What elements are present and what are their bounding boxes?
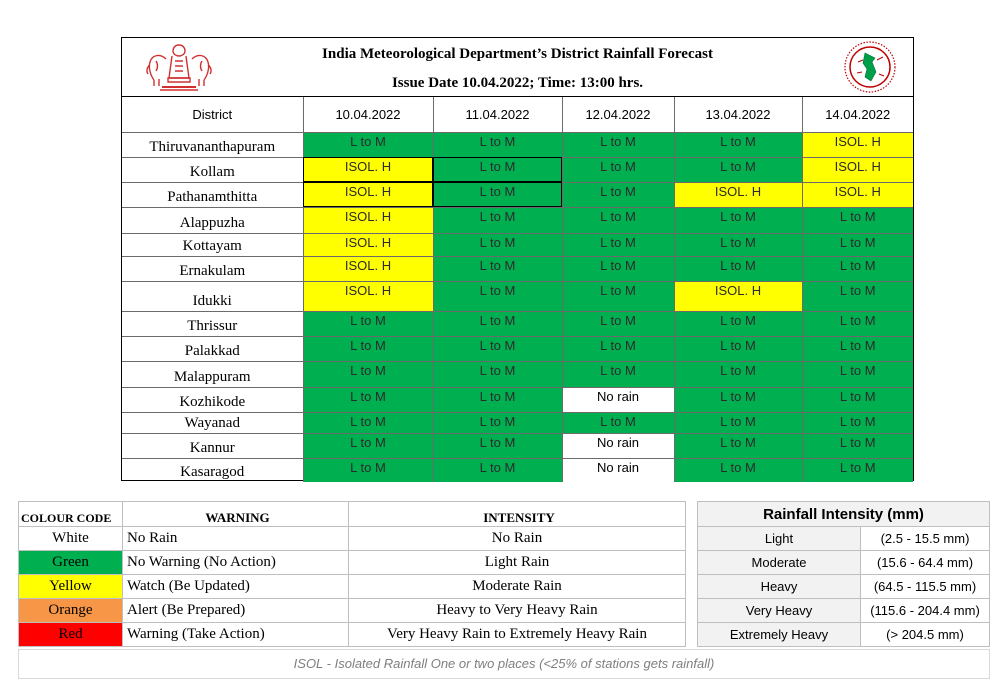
intensity-range: (2.5 - 15.5 mm) [861, 527, 990, 551]
colour-swatch: Yellow [19, 575, 123, 599]
forecast-cell: L to M [802, 281, 913, 311]
intensity-range: (64.5 - 115.5 mm) [861, 575, 990, 599]
forecast-cell: L to M [562, 412, 674, 433]
forecast-cell: ISOL. H [674, 281, 802, 311]
legend-body [19, 527, 686, 647]
forecast-cell: L to M [433, 433, 562, 458]
intensity-range: (> 204.5 mm) [861, 623, 990, 647]
intensity-label: Moderate [698, 551, 861, 575]
district-name: Pathanamthitta [122, 182, 303, 207]
forecast-header-row [122, 97, 913, 132]
district-row [122, 361, 913, 387]
intensity-text: Light Rain [349, 551, 686, 575]
district-name: Malappuram [122, 361, 303, 387]
forecast-cell: L to M [433, 336, 562, 361]
forecast-cell: L to M [303, 311, 433, 336]
forecast-cell: L to M [433, 207, 562, 233]
warning-text: Alert (Be Prepared) [123, 599, 349, 623]
forecast-cell: L to M [433, 361, 562, 387]
warning-text: No Warning (No Action) [123, 551, 349, 575]
district-name: Thiruvananthapuram [122, 132, 303, 157]
forecast-cell: L to M [433, 387, 562, 412]
warning-text: Warning (Take Action) [123, 623, 349, 647]
forecast-cell: L to M [562, 336, 674, 361]
forecast-cell: L to M [674, 336, 802, 361]
forecast-cell: ISOL. H [303, 207, 433, 233]
forecast-cell: No rain [562, 458, 674, 482]
district-name: Kollam [122, 157, 303, 182]
legend-row [19, 623, 686, 647]
forecast-cell: L to M [674, 433, 802, 458]
district-name: Thrissur [122, 311, 303, 336]
colour-code-header: COLOUR CODE [19, 502, 123, 527]
forecast-cell: L to M [674, 387, 802, 412]
district-row [122, 281, 913, 311]
legend-row [19, 527, 686, 551]
district-row [122, 157, 913, 182]
forecast-cell: ISOL. H [802, 157, 913, 182]
forecast-cell: L to M [303, 387, 433, 412]
forecast-cell: L to M [433, 256, 562, 281]
forecast-cell: L to M [674, 412, 802, 433]
forecast-cell: L to M [303, 458, 433, 482]
date-column-header: 10.04.2022 [303, 97, 433, 132]
forecast-cell: ISOL. H [303, 281, 433, 311]
intensity-label: Extremely Heavy [698, 623, 861, 647]
intensity-label: Heavy [698, 575, 861, 599]
district-name: Wayanad [122, 412, 303, 433]
forecast-cell: L to M [674, 132, 802, 157]
colour-swatch: White [19, 527, 123, 551]
rainfall-intensity-row [698, 527, 990, 551]
legend-row [19, 551, 686, 575]
forecast-cell: L to M [433, 132, 562, 157]
district-column-header: District [122, 97, 303, 132]
rainfall-intensity-table [697, 501, 990, 647]
date-column-header: 11.04.2022 [433, 97, 562, 132]
forecast-cell: No rain [562, 387, 674, 412]
legend-row [19, 599, 686, 623]
district-row [122, 458, 913, 482]
forecast-cell: L to M [802, 361, 913, 387]
forecast-cell: ISOL. H [303, 182, 433, 207]
rainfall-intensity-header-row [698, 502, 990, 527]
district-row [122, 336, 913, 361]
issue-date: Issue Date 10.04.2022; Time: 13:00 hrs. [391, 75, 644, 91]
forecast-cell: L to M [674, 207, 802, 233]
district-row [122, 132, 913, 157]
forecast-cell: L to M [433, 182, 562, 207]
forecast-cell: L to M [674, 157, 802, 182]
forecast-cell: L to M [433, 157, 562, 182]
forecast-cell: L to M [303, 132, 433, 157]
warning-header: WARNING [123, 502, 349, 527]
forecast-cell: L to M [802, 336, 913, 361]
warning-text: Watch (Be Updated) [123, 575, 349, 599]
legend-header-row [19, 502, 686, 527]
forecast-cell: L to M [802, 433, 913, 458]
forecast-cell: L to M [562, 207, 674, 233]
rainfall-intensity-title: Rainfall Intensity (mm) [698, 502, 990, 527]
district-name: Kasaragod [122, 458, 303, 482]
forecast-cell: L to M [674, 256, 802, 281]
district-name: Palakkad [122, 336, 303, 361]
isol-footnote: ISOL - Isolated Rainfall One or two places (<25% of stations gets rainfall) [18, 649, 990, 679]
forecast-cell: No rain [562, 433, 674, 458]
district-row [122, 182, 913, 207]
forecast-cell: L to M [802, 412, 913, 433]
colour-code-legend [18, 501, 686, 647]
colour-swatch: Red [19, 623, 123, 647]
forecast-cell: L to M [802, 207, 913, 233]
forecast-cell: L to M [433, 458, 562, 482]
district-row [122, 412, 913, 433]
rainfall-intensity-row [698, 575, 990, 599]
forecast-cell: L to M [562, 311, 674, 336]
intensity-label: Light [698, 527, 861, 551]
district-row [122, 233, 913, 256]
forecast-cell: L to M [562, 132, 674, 157]
forecast-cell: L to M [433, 233, 562, 256]
rainfall-intensity-row [698, 599, 990, 623]
forecast-cell: L to M [802, 387, 913, 412]
forecast-cell: L to M [674, 233, 802, 256]
forecast-cell: L to M [802, 458, 913, 482]
forecast-cell: L to M [802, 311, 913, 336]
forecast-header [122, 38, 913, 97]
forecast-cell: L to M [433, 412, 562, 433]
colour-swatch: Orange [19, 599, 123, 623]
forecast-cell: L to M [303, 336, 433, 361]
forecast-cell: L to M [303, 361, 433, 387]
imd-logo-icon [843, 40, 897, 94]
date-column-header: 13.04.2022 [674, 97, 802, 132]
rainfall-intensity-row [698, 551, 990, 575]
district-name: Ernakulam [122, 256, 303, 281]
intensity-text: Very Heavy Rain to Extremely Heavy Rain [349, 623, 686, 647]
intensity-text: No Rain [349, 527, 686, 551]
forecast-cell: ISOL. H [674, 182, 802, 207]
forecast-cell: L to M [562, 281, 674, 311]
district-name: Kozhikode [122, 387, 303, 412]
intensity-text: Heavy to Very Heavy Rain [349, 599, 686, 623]
forecast-cell: L to M [562, 361, 674, 387]
forecast-cell: L to M [674, 458, 802, 482]
forecast-title: India Meteorological Department’s District Rainfall Forecast [322, 46, 713, 62]
district-row [122, 207, 913, 233]
forecast-cell: L to M [562, 256, 674, 281]
district-name: Kannur [122, 433, 303, 458]
district-row [122, 256, 913, 281]
intensity-header: INTENSITY [349, 502, 686, 527]
rainfall-intensity-row [698, 623, 990, 647]
district-row [122, 387, 913, 412]
colour-swatch: Green [19, 551, 123, 575]
date-column-header: 14.04.2022 [802, 97, 913, 132]
date-column-header: 12.04.2022 [562, 97, 674, 132]
district-name: Alappuzha [122, 207, 303, 233]
forecast-cell: L to M [562, 157, 674, 182]
forecast-cell: ISOL. H [303, 256, 433, 281]
intensity-range: (115.6 - 204.4 mm) [861, 599, 990, 623]
rainfall-intensity-body [698, 527, 990, 647]
intensity-range: (15.6 - 64.4 mm) [861, 551, 990, 575]
forecast-cell: L to M [433, 281, 562, 311]
legend-row [19, 575, 686, 599]
forecast-cell: ISOL. H [802, 132, 913, 157]
forecast-cell: L to M [802, 256, 913, 281]
forecast-cell: L to M [303, 412, 433, 433]
forecast-cell: L to M [303, 433, 433, 458]
intensity-text: Moderate Rain [349, 575, 686, 599]
forecast-cell: L to M [562, 182, 674, 207]
forecast-body [122, 132, 913, 482]
district-name: Kottayam [122, 233, 303, 256]
forecast-cell: L to M [562, 233, 674, 256]
forecast-cell: L to M [433, 311, 562, 336]
forecast-grid [122, 97, 913, 482]
forecast-cell: L to M [674, 311, 802, 336]
forecast-cell: ISOL. H [802, 182, 913, 207]
district-row [122, 433, 913, 458]
forecast-cell: ISOL. H [303, 157, 433, 182]
district-name: Idukki [122, 281, 303, 311]
warning-text: No Rain [123, 527, 349, 551]
forecast-cell: ISOL. H [303, 233, 433, 256]
forecast-cell: L to M [674, 361, 802, 387]
district-row [122, 311, 913, 336]
forecast-cell: L to M [802, 233, 913, 256]
forecast-table-frame [121, 37, 914, 481]
intensity-label: Very Heavy [698, 599, 861, 623]
